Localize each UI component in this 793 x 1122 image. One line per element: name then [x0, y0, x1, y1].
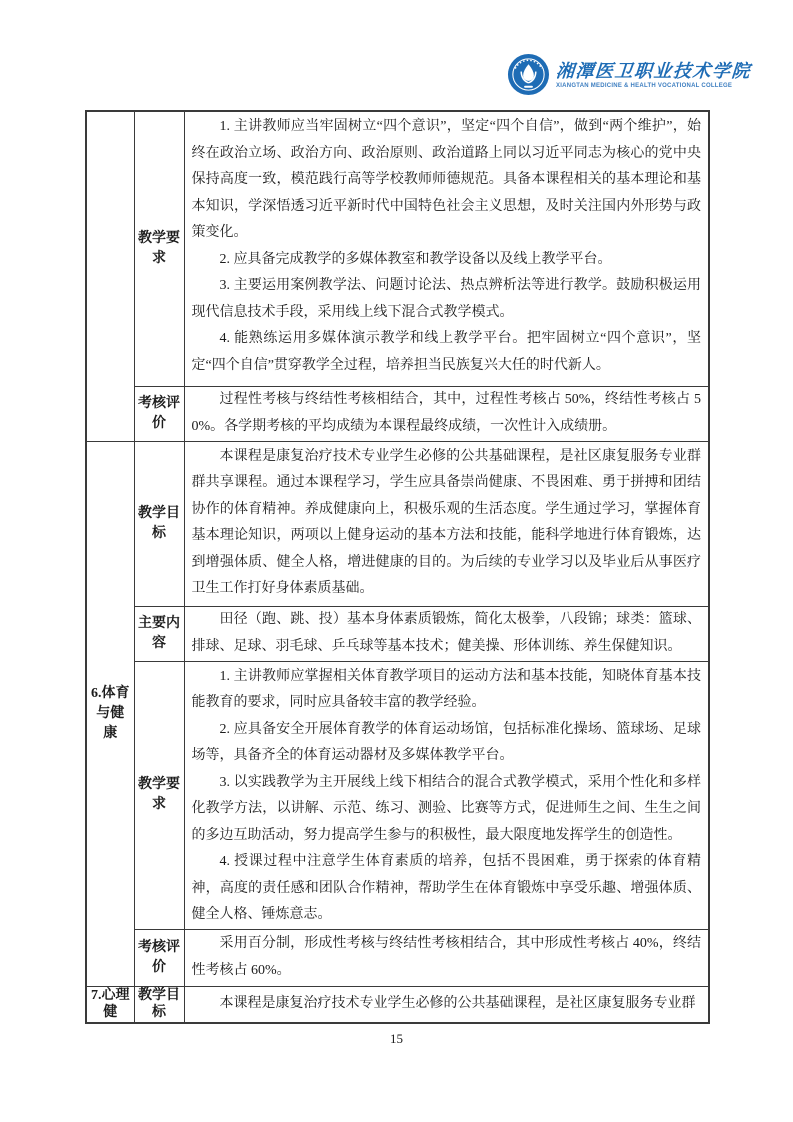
table-row: [86, 661, 709, 929]
content-cell-assessment: [184, 386, 709, 441]
paragraph: 1. 主讲教师应掌握相关体育教学项目的运动方法和基本技能，知晓体育基本技能教育的要求，同时应具备较丰富的教学经验。: [191, 668, 701, 710]
row-label-assessment: 考核评价: [134, 386, 184, 441]
paragraph: 2. 应具备安全开展体育教学的体育运动场馆，包括标准化操场、篮球场、足球场等，具备齐全的体育运动器材及多媒体教学平台。: [191, 721, 701, 763]
paragraph: 3. 以实践教学为主开展线上线下相结合的混合式教学模式，采用个性化和多样化教学方法，以讲解、示范、练习、测验、比赛等方式，促进师生之间、生生之间的多边互助活动，努力提高学生参与的积极性，最大限度地发挥学生的创造性。: [191, 774, 701, 843]
course-syllabus-table: [85, 110, 710, 1024]
content-cell-teaching-goals: [184, 986, 709, 1023]
paragraph: 本课程是康复治疗技术专业学生必修的公共基础课程，是社区康复服务专业群: [219, 996, 696, 1011]
paragraph: 2. 应具备完成教学的多媒体教室和教学设备以及线上教学平台。: [219, 251, 612, 267]
content-cell-teaching-goals: [184, 441, 709, 606]
paragraph: 1. 主讲教师应当牢固树立“四个意识”，坚定“四个自信”，做到“两个维护”，始终在政治立场、政治方向、政治原则、政治道路上同以习近平同志为核心的党中央保持高度一致，模范践行高等学校教师师德规范。具备本课程相关的基本理论和基本知识，学深悟透习近平新时代中国特色社会主义思想，及时关注国内外形势与政策变化。: [191, 119, 701, 240]
paragraph: 4. 授课过程中注意学生体育素质的培养，包括不畏困难，勇于探索的体育精神，高度的责任感和团队合作精神，帮助学生在体育锻炼中享受乐趣、增强体质、健全人格、锤炼意志。: [191, 854, 701, 922]
paragraph: 田径（跑、跳、投）基本身体素质锻炼，简化太极拳，八段锦；球类：篮球、排球、足球、羽毛球、乒乓球等基本技术；健美操、形体训练、养生保健知识。: [191, 612, 701, 654]
table-row: [86, 111, 709, 386]
row-label-main-content: 主要内容: [134, 606, 184, 661]
table-row: [86, 929, 709, 986]
paragraph: 本课程是康复治疗技术专业学生必修的公共基础课程，是社区康复服务专业群群共享课程。通过本课程学习，学生应具备崇尚健康、不畏困难、勇于拼搏和团结协作的体育精神。养成健康向上，积极乐观的生活态度。学生通过学习，掌握体育基本理论知识，两项以上健身运动的基本方法和技能，能科学地进行体育锻炼，达到增强体质、健全人格，增进健康的目的。为后续的专业学习以及毕业后从事医疗卫生工作打好身体素质基础。: [191, 448, 701, 596]
table-row: [86, 606, 709, 661]
paragraph: 3. 主要运用案例教学法、问题讨论法、热点辨析法等进行教学。鼓励积极运用现代信息技术手段，采用线上线下混合式教学模式。: [191, 278, 701, 320]
content-cell-main-content: [184, 606, 709, 661]
college-name-en: XIANGTAN MEDICINE & HEALTH VOCATIONAL COLLEGE: [556, 82, 733, 89]
table-row: [86, 986, 709, 1023]
paragraph: 4. 能熟练运用多媒体演示教学和线上教学平台。把牢固树立“四个意识”，坚定“四个自信”贯穿教学全过程，培养担当民族复兴大任的时代新人。: [191, 331, 701, 373]
section-cell-empty: [86, 111, 134, 441]
page-number: 15: [390, 1031, 403, 1046]
row-label-teaching-goals: 教学目标: [134, 441, 184, 606]
section-cell-mental-health: 7.心理健: [86, 986, 134, 1023]
row-label-teaching-requirements: 教学要求: [134, 111, 184, 386]
row-label-teaching-goals: 教学目标: [134, 986, 184, 1023]
paragraph: 采用百分制，形成性考核与终结性考核相结合，其中形成性考核占 40%，终结性考核占 60%。: [191, 936, 701, 978]
section-cell-pe-health: 6.体育与健康: [86, 441, 134, 986]
table-row: [86, 441, 709, 606]
college-emblem-icon: [507, 53, 550, 96]
college-header: [507, 53, 751, 96]
row-label-assessment: 考核评价: [134, 929, 184, 986]
content-cell-teaching-requirements: [184, 661, 709, 929]
paragraph: 过程性考核与终结性考核相结合，其中，过程性考核占 50%，终结性考核占 50%。各学期考核的平均成绩为本课程最终成绩，一次性计入成绩册。: [191, 392, 701, 434]
table-row: [86, 386, 709, 441]
college-names: [556, 60, 751, 90]
content-cell-assessment: [184, 929, 709, 986]
row-label-teaching-requirements: 教学要求: [134, 661, 184, 929]
college-name-zh: 湘潭医卫职业技术学院: [555, 60, 752, 81]
content-cell-teaching-requirements: [184, 111, 709, 386]
